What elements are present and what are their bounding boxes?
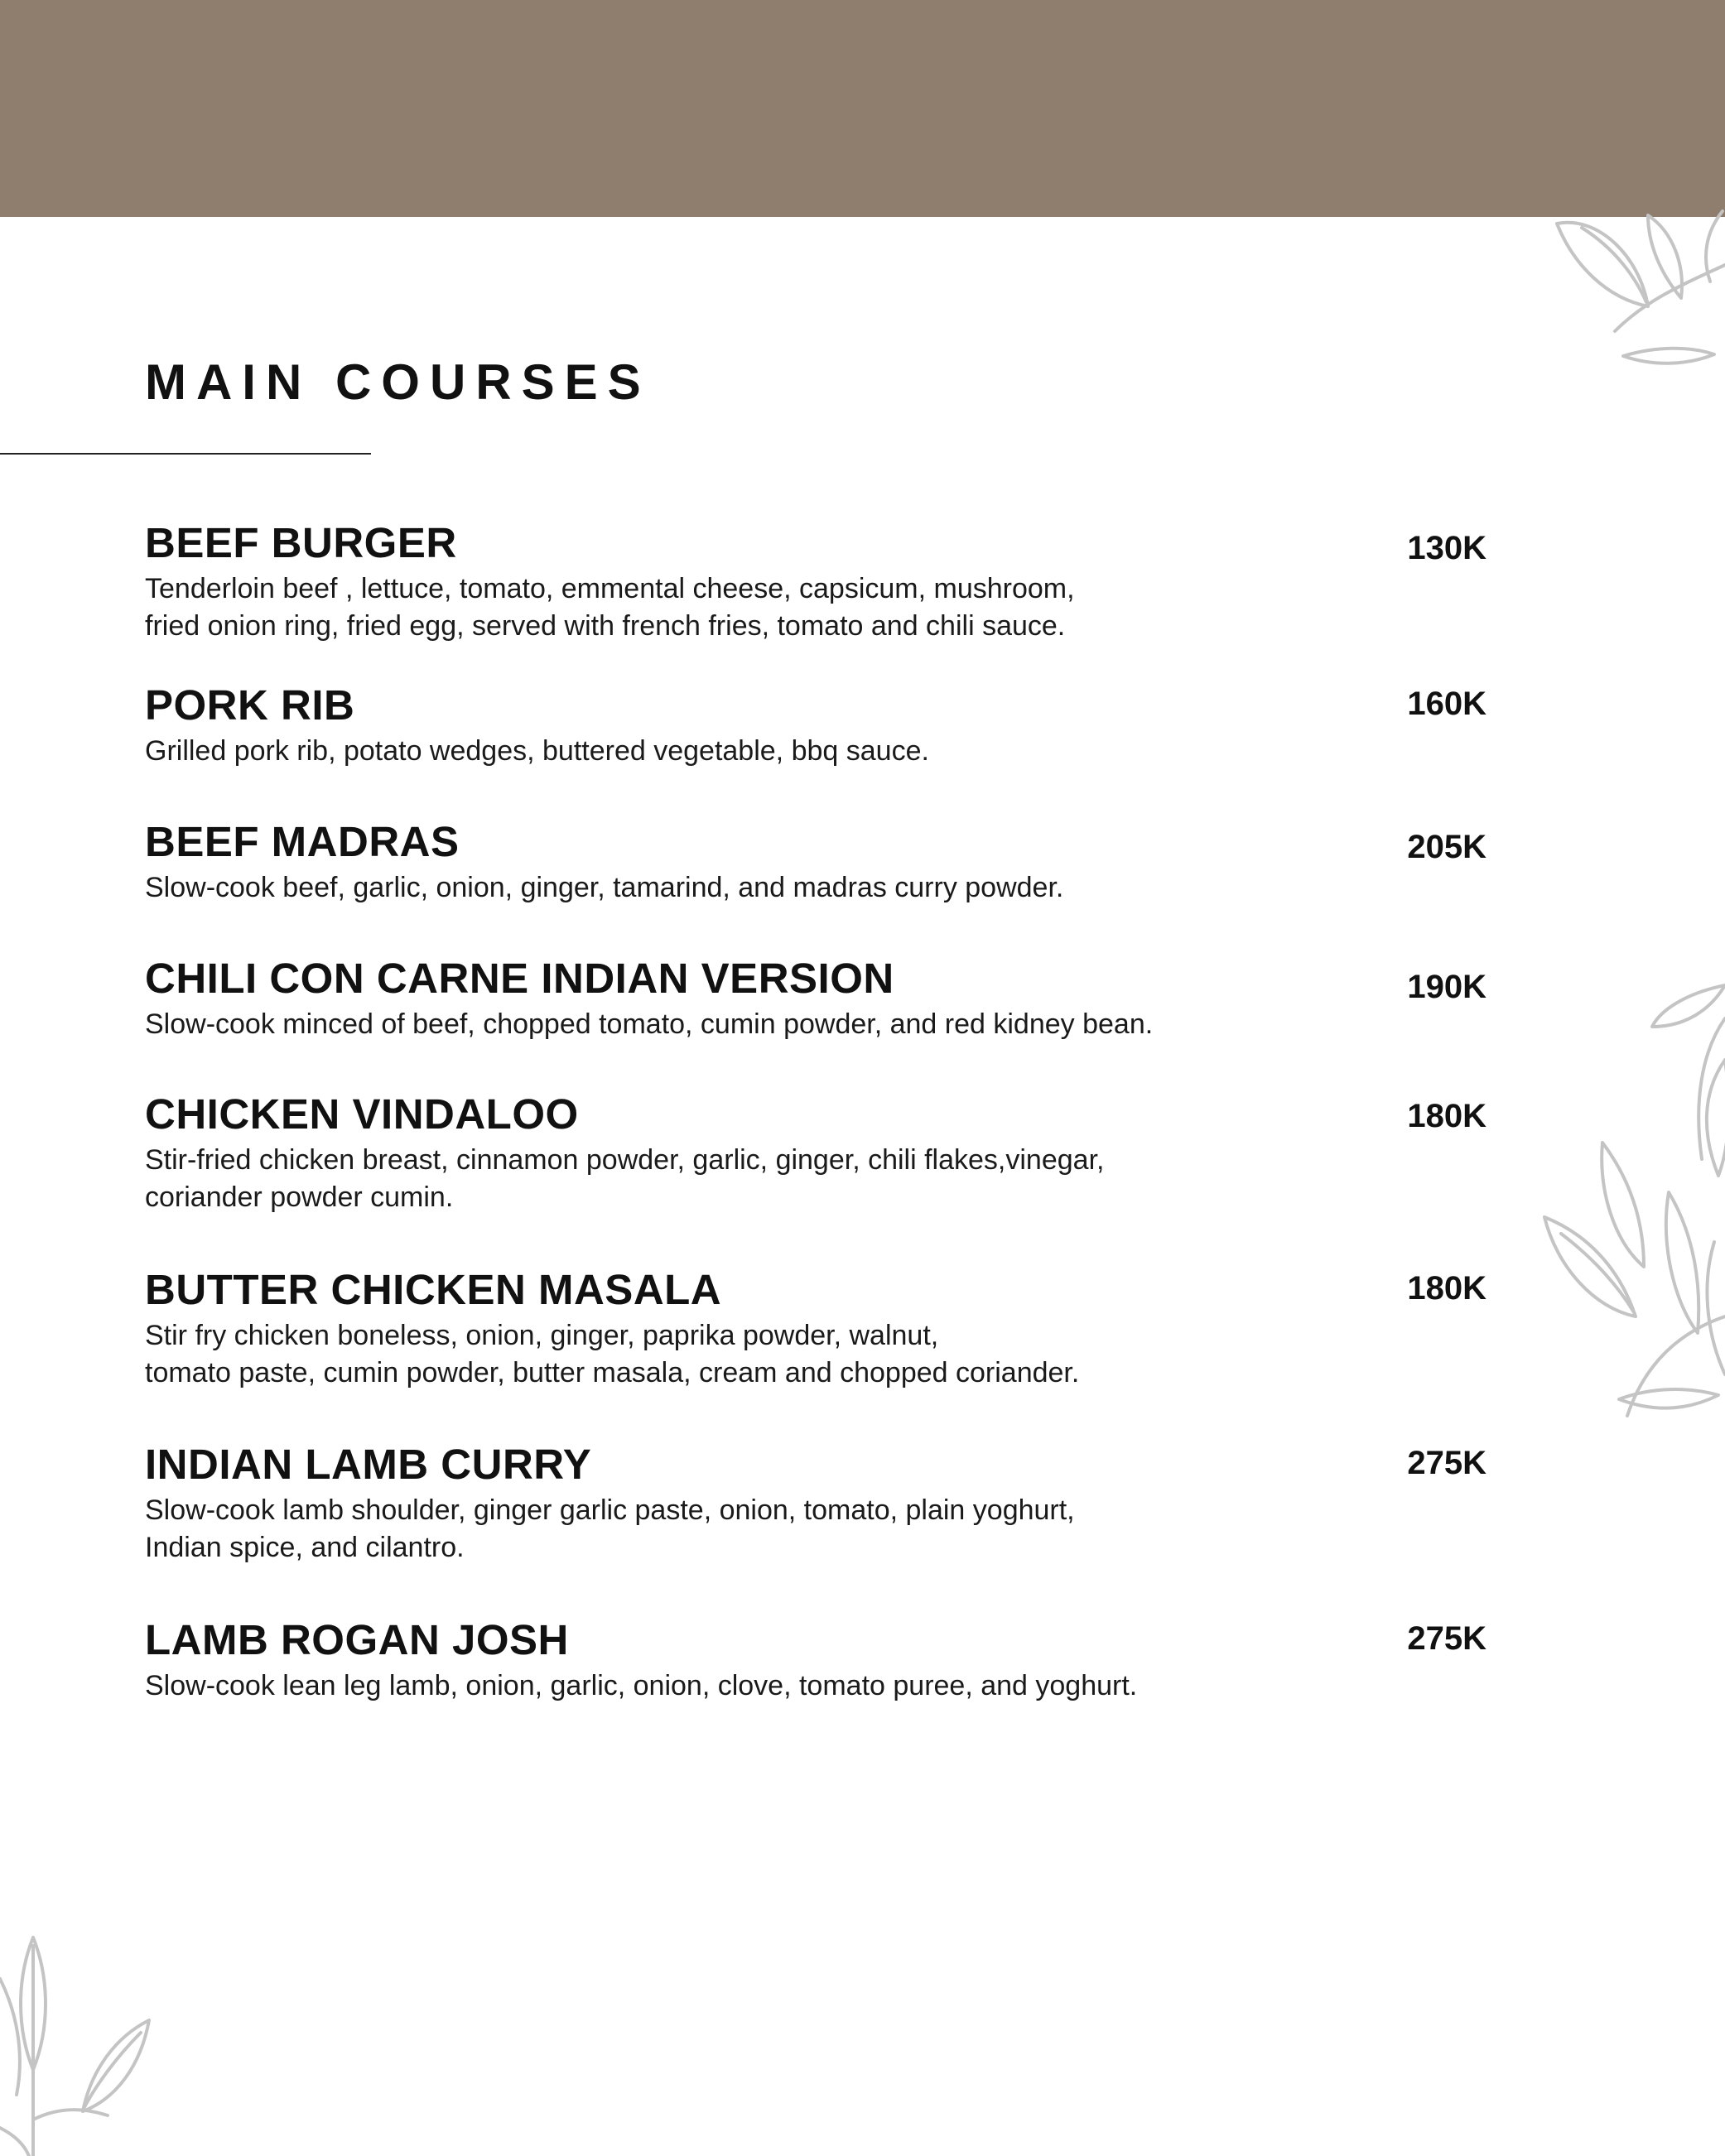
- item-description: [145, 1006, 1221, 1043]
- item-price: 130K: [1407, 530, 1486, 566]
- item-description-line: Tenderloin beef , lettuce, tomato, emmental cheese, capsicum, mushroom,: [145, 573, 1075, 604]
- item-price: 180K: [1407, 1270, 1486, 1307]
- item-description: [145, 733, 1221, 770]
- item-description-line: Slow-cook lean leg lamb, onion, garlic, onion, clove, tomato puree, and yoghurt.: [145, 1670, 1138, 1701]
- item-description-line: Stir-fried chicken breast, cinnamon powder, garlic, ginger, chili flakes,vinegar,: [145, 1144, 1105, 1176]
- item-name: INDIAN LAMB CURRY: [145, 1441, 592, 1488]
- menu-item-chili-con-carne: [145, 957, 1486, 1043]
- item-description: [145, 869, 1221, 907]
- menu-item-butter-chicken-masala: [145, 1268, 1486, 1392]
- item-price: 275K: [1407, 1445, 1486, 1481]
- header-band: [0, 0, 1725, 217]
- menu-item-beef-madras: [145, 818, 1486, 907]
- item-price: 205K: [1407, 829, 1486, 865]
- item-name: BEEF BURGER: [145, 519, 457, 566]
- item-description-line: Slow-cook lamb shoulder, ginger garlic paste, onion, tomato, plain yoghurt,: [145, 1494, 1075, 1526]
- item-description-line: Grilled pork rib, potato wedges, buttered vegetable, bbq sauce.: [145, 735, 929, 767]
- item-description-line: tomato paste, cumin powder, butter masala, cream and chopped coriander.: [145, 1357, 1080, 1388]
- item-description-line: Slow-cook minced of beef, chopped tomato, cumin powder, and red kidney bean.: [145, 1008, 1154, 1040]
- item-description-line: fried onion ring, fried egg, served with french fries, tomato and chili sauce.: [145, 610, 1066, 642]
- menu-item-pork-rib: [145, 681, 1486, 770]
- item-description-line: Stir fry chicken boneless, onion, ginger, paprika powder, walnut,: [145, 1320, 939, 1351]
- item-description: [145, 1668, 1221, 1705]
- item-description-line: coriander powder cumin.: [145, 1181, 454, 1213]
- item-name: CHILI CON CARNE INDIAN VERSION: [145, 955, 894, 1002]
- leaf-decoration-top-icon: [1549, 207, 1725, 373]
- menu-item-lamb-rogan-josh: [145, 1616, 1486, 1705]
- item-description: [145, 570, 1221, 645]
- item-description: [145, 1492, 1221, 1566]
- item-price: 160K: [1407, 686, 1486, 722]
- menu-item-beef-burger: [145, 519, 1486, 645]
- item-name: BEEF MADRAS: [145, 818, 460, 865]
- item-description-line: Indian spice, and cilantro.: [145, 1532, 465, 1563]
- item-description: [145, 1142, 1221, 1216]
- item-description-line: Slow-cook beef, garlic, onion, ginger, tamarind, and madras curry powder.: [145, 872, 1064, 903]
- leaf-decoration-right-icon: [1536, 969, 1725, 1432]
- item-name: LAMB ROGAN JOSH: [145, 1616, 569, 1663]
- menu-item-indian-lamb-curry: [145, 1443, 1486, 1566]
- item-name: CHICKEN VINDALOO: [145, 1090, 579, 1138]
- item-price: 275K: [1407, 1620, 1486, 1657]
- item-price: 180K: [1407, 1098, 1486, 1134]
- item-name: PORK RIB: [145, 681, 355, 729]
- item-price: 190K: [1407, 969, 1486, 1005]
- menu-item-chicken-vindaloo: [145, 1090, 1486, 1216]
- page-title: MAIN COURSES: [145, 354, 651, 410]
- title-divider: [0, 453, 371, 455]
- item-name: BUTTER CHICKEN MASALA: [145, 1266, 722, 1313]
- leaf-decoration-bottom-icon: [0, 1929, 157, 2156]
- item-description: [145, 1317, 1221, 1392]
